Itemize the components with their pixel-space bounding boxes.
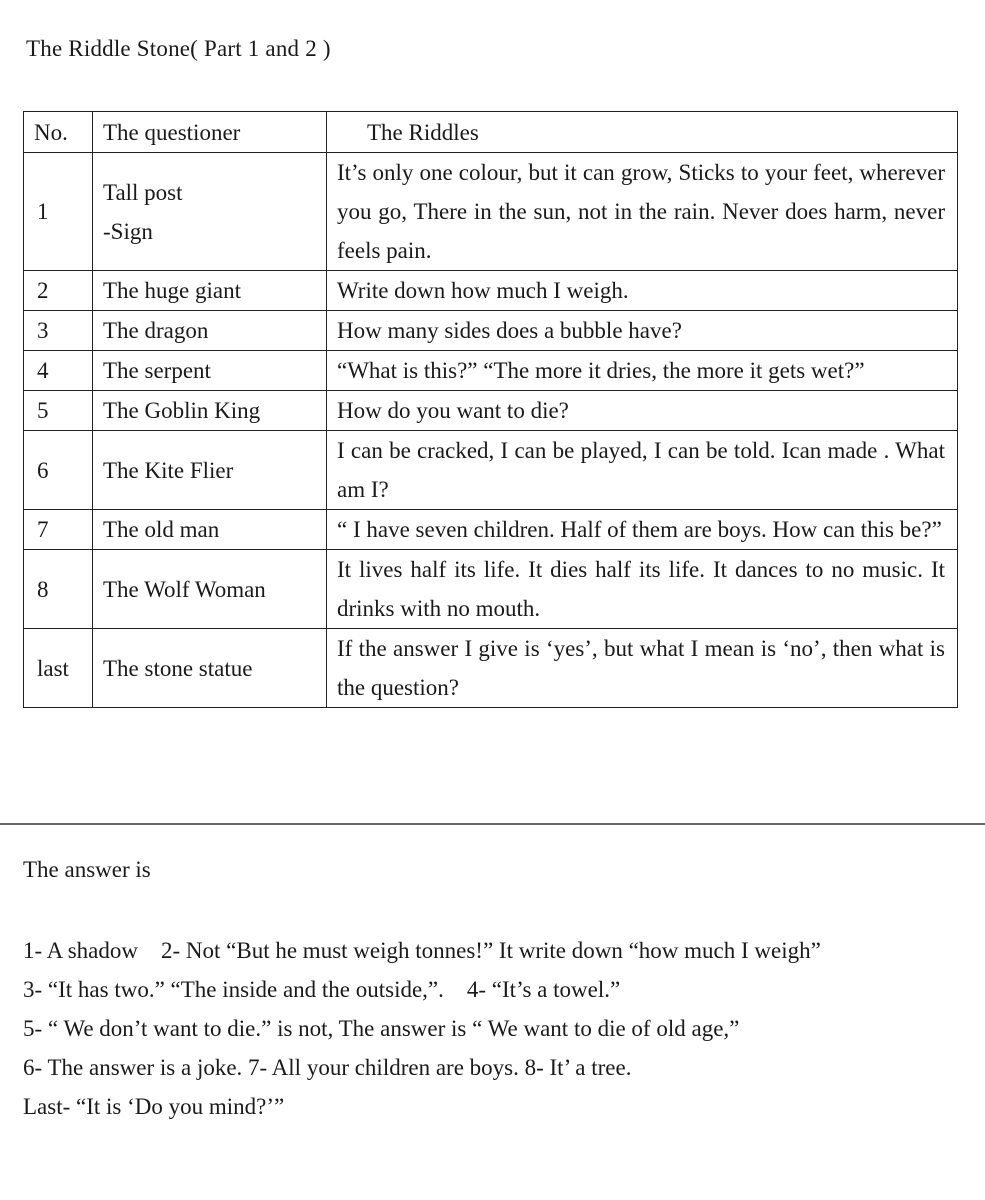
header-questioner: The questioner [93, 112, 327, 153]
riddle-questioner [93, 629, 327, 708]
riddle-questioner [93, 550, 327, 629]
riddle-number: 6 [24, 431, 93, 510]
riddle-number: 1 [24, 153, 93, 271]
riddle-number: 7 [24, 510, 93, 550]
table-row [24, 550, 958, 629]
riddle-number: 3 [24, 311, 93, 351]
riddle-questioner [93, 271, 327, 311]
table-row [24, 629, 958, 708]
riddle-number: 2 [24, 271, 93, 311]
riddle-questioner [93, 311, 327, 351]
riddle-number: last [24, 629, 93, 708]
header-riddles: The Riddles [327, 112, 958, 153]
questioner-line: The huge giant [103, 278, 241, 303]
answer-line: Last- “It is ‘Do you mind?’” [23, 1094, 285, 1119]
questioner-line: The Goblin King [103, 398, 261, 423]
page-title: The Riddle Stone( Part 1 and 2 ) [26, 36, 331, 61]
table-row [24, 153, 958, 271]
questioner-line: The old man [103, 517, 220, 542]
riddle-text: It’s only one colour, but it can grow, Sticks to your feet, wherever you go, There in the sun, not in the rain. Never does harm, never feels pain. [327, 153, 958, 271]
riddle-table-body [24, 153, 958, 708]
table-row [24, 431, 958, 510]
riddle-questioner [93, 391, 327, 431]
answer-list [23, 931, 963, 1126]
riddle-number: 8 [24, 550, 93, 629]
table-row [24, 271, 958, 311]
riddle-text: It lives half its life. It dies half its life. It dances to no music. It drinks with no mouth. [327, 550, 958, 629]
riddle-text: I can be cracked, I can be played, I can be told. Ican made . What am I? [327, 431, 958, 510]
riddle-number: 4 [24, 351, 93, 391]
header-no: No. [24, 112, 93, 153]
questioner-line: Tall post [103, 179, 183, 205]
table-row [24, 510, 958, 550]
riddle-number: 5 [24, 391, 93, 431]
answer-line: 6- The answer is a joke. 7- All your children are boys. 8- It’ a tree. [23, 1055, 632, 1080]
riddle-questioner [93, 351, 327, 391]
riddle-text: How many sides does a bubble have? [327, 311, 958, 351]
answer-line: 5- “ We don’t want to die.” is not, The answer is “ We want to die of old age,” [23, 1016, 740, 1041]
answer-heading: The answer is [23, 857, 151, 882]
table-row [24, 351, 958, 391]
table-header-row [24, 112, 958, 153]
table-row [24, 311, 958, 351]
questioner-line: The dragon [103, 318, 209, 343]
riddle-text: How do you want to die? [327, 391, 958, 431]
questioner-line: The Kite Flier [103, 457, 234, 483]
questioner-line: The serpent [103, 358, 211, 383]
questioner-line: -Sign [103, 218, 153, 244]
table-row [24, 391, 958, 431]
riddle-text: “ I have seven children. Half of them are boys. How can this be?” [327, 510, 958, 550]
questioner-line: The Wolf Woman [103, 576, 266, 602]
riddle-text: If the answer I give is ‘yes’, but what I mean is ‘no’, then what is the question? [327, 629, 958, 708]
questioner-line: The stone statue [103, 655, 253, 681]
riddle-questioner [93, 153, 327, 271]
riddle-questioner [93, 510, 327, 550]
answer-line: 3- “It has two.” “The inside and the outside,”. 4- “It’s a towel.” [23, 977, 621, 1002]
riddle-questioner [93, 431, 327, 510]
section-divider [0, 823, 985, 825]
riddle-text: “What is this?” “The more it dries, the more it gets wet?” [327, 351, 958, 391]
answer-line: 1- A shadow 2- Not “But he must weigh tonnes!” It write down “how much I weigh” [23, 938, 821, 963]
riddle-table [23, 111, 958, 708]
riddle-text: Write down how much I weigh. [327, 271, 958, 311]
